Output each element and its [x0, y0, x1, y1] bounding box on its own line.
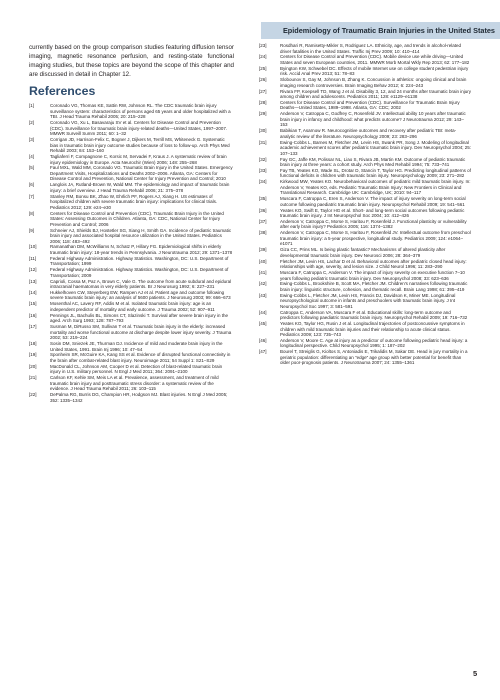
- reference-item: [259, 89, 471, 100]
- reference-text: Tagliaferri F, Compagnone C, Korsic M, Servadei F, Kraus J. A systematic review of brain injury epidemiology in Europe. Acta Neurochir (Wien) 2006; 148: 255–268: [50, 154, 227, 165]
- reference-number: [3]: [29, 137, 35, 143]
- reference-number: [10]: [29, 244, 37, 250]
- reference-number: [19]: [29, 352, 37, 358]
- reference-text: Rosdhari R, Ramisetty-Mikler S, Rodriguez LA. Ethnicity, age, and trends in alcohol-related driver fatalities in the United States. Traffic Inj Prev 2009; 10: 410–414: [280, 43, 461, 54]
- reference-item: [259, 321, 471, 338]
- reference-text: Muscara F, Catroppa C, Eren S, Anderson V. The impact of injury severity on long-term social outcome following paediatric traumatic brain injury. Neuropsychol Rehabil 2009; 19: 541–561: [280, 196, 466, 207]
- reference-text: Fletcher JM, Levin HS, Lachar D et al. Behavioral outcomes after pediatric closed head injury: relationships with age, severity, and lesion size. J Child Neurol 1996; 11: 283–290: [280, 258, 467, 270]
- reference-item: [29, 279, 234, 290]
- reference-item: [259, 338, 471, 349]
- reference-item: [259, 43, 471, 54]
- reference-text: Caprioli, Cossa M, Paz A, Brown C, Vale G. The outcome from acute subdural and epidural intracranial haematomas in very elderly patients. Br J Neurosurg 1992; 6: 227–231: [50, 278, 232, 290]
- reference-number: [46]: [259, 337, 267, 343]
- reference-text: Centers for Disease Control and Prevention (CDC). Traumatic Brain Injury in the United States: Assessing Outcomes in Children. Atlanta, GA: CDC, National Center for Injury Prevention and Control; 2006: [50, 210, 224, 227]
- reference-text: Kirkwood MW, Yeates KO. Neurobehavioral outcomes of pediatric mild traumatic brain injury. In: Anderson V, Yeates KO, eds. Pediatric Traumatic Brain Injury: New Frontiers in Clinical and Translational Research. Cambridge UK: Cambridge, UK; 2010: 94–117: [280, 179, 471, 196]
- reference-number: [17]: [29, 324, 37, 330]
- running-header-title: Epidemiology of Traumatic Brain Injuries in the United States: [282, 26, 495, 35]
- reference-number: [32]: [259, 156, 267, 162]
- reference-number: [31]: [259, 139, 267, 145]
- reference-item: [259, 230, 471, 247]
- reference-item: [259, 310, 471, 321]
- reference-item: [29, 244, 234, 255]
- reference-number: [38]: [259, 230, 267, 236]
- reference-number: [33]: [259, 167, 267, 173]
- reference-number: [35]: [259, 196, 267, 202]
- reference-item: [259, 128, 471, 139]
- reference-number: [4]: [29, 154, 35, 160]
- reference-item: [259, 66, 471, 77]
- reference-item: [29, 301, 234, 312]
- reference-text: Mosenthal AC, Lavery RF, Addis M et al. Isolated traumatic brain injury: age is an independent predictor of mortality and early outcome. J Trauma 2002; 52: 907–911: [50, 301, 215, 312]
- reference-text: Coronado VG, Xu L, Basavaraju SV et al. Centers for Disease Control and Prevention (CDC). Surveillance for traumatic brain injury-related deaths—United States, 1997–2007. MMWR Surveill Summ 2011; 60: 1–32: [50, 120, 228, 137]
- reference-item: [259, 111, 471, 128]
- reference-text: Giza CC, Prins ML. Is being plastic fantastic? Mechanisms of altered plasticity after developmental traumatic brain injury. Dev Neurosci 2006; 28: 364–379: [280, 247, 446, 258]
- reference-text: Faul MXL, Wald MM, Coronado VG. Traumatic Brain Injury in the United States. Emergency Department Visits, Hospitalizations and Deaths 2002–2006. Atlanta, GA: Centers for Disease Control and Prevention, National Center for Injury Prevention and Control; 2010: [50, 165, 233, 182]
- reference-item: [259, 77, 471, 88]
- reference-item: [29, 324, 234, 341]
- reference-item: [29, 103, 234, 120]
- reference-text: Langlois JA, Rutland-Brown W, Wald MM. The epidemiology and impact of traumatic brain injury: a brief overview. J Head Trauma Rehabil 2006; 21: 375–378: [50, 182, 230, 193]
- reference-text: Muscara F, Catroppa C, Anderson V. The impact of injury severity on executive function 7–10 years following pediatric traumatic brain injury. Dev Neuropsychol 2008; 33: 623–636: [280, 270, 465, 281]
- reference-item: [259, 270, 471, 281]
- reference-item: [29, 364, 234, 375]
- reference-text: Federal Highway Administration. Highway Statistics. Washington, DC: U.S. Department of Transportation; 1999: [50, 255, 229, 267]
- reference-number: [25]: [259, 65, 267, 71]
- reference-text: Catroppa C, Anderson VA, Muscara F et al. Educational skills: long-term outcome and predictors following paediatric traumatic brain injury. Neuropsychol Rehabil 2009; 19: 716–732: [280, 309, 468, 321]
- reference-text: Byington KW, Schwebel DC. Effects of mobile Internet use on college student pedestrian injury risk. Accid Anal Prev 2013; 51: 78–83: [280, 65, 469, 77]
- reference-item: [29, 154, 234, 165]
- reference-number: [39]: [259, 247, 267, 253]
- reference-item: [259, 349, 471, 366]
- reference-list-left: [29, 103, 234, 403]
- reference-item: [259, 259, 471, 270]
- reference-item: [29, 182, 234, 193]
- reference-text: Ramanathan DM, McWilliams N, Schatz P, Hillary FG. Epidemiological shifts in elderly traumatic brain injury: 18-year trends in Pennsylvania. J Neurotrauma 2012; 29: 1371–1378: [50, 244, 233, 255]
- reference-number: [6]: [29, 182, 35, 188]
- reference-number: [27]: [259, 88, 267, 94]
- reference-number: [7]: [29, 193, 35, 199]
- reference-text: Pennings JL, Bachulis BL, Simons CT, Slazinski T. Survival after severe brain injury in the aged. Arch Surg 1993; 128: 787–793: [50, 312, 228, 324]
- reference-text: Corrigan JD, Harrison-Felix C, Bogner J, Dijkers M, Terrill MS, Whiteneck G. Systematic bias in traumatic brain injury outcome studies because of loss to follow-up. Arch Phys Med Rehabil 2003; 84: 153–160: [50, 137, 230, 154]
- reference-item: [29, 341, 234, 352]
- reference-number: [20]: [29, 363, 37, 369]
- reference-number: [28]: [259, 99, 267, 105]
- reference-text: Bourel T, Streiglis G, Kioltos S, Antoniadis E, Trikalidis M, Sakar DE. Head in jury mortality in a geriatric population: differentiating an "edge" age group with better potential for benefit than older poor-prognosis patients. J Neurotrauma 2007; 24: 1355–1361: [280, 349, 468, 366]
- reference-item: [29, 375, 234, 392]
- reference-text: Fay GC, Jaffe KM, Polissar NL, Liao S, Rivara JB, Martin KM. Outcome of pediatric traumatic brain injury at three years: a cohort study. Arch Phys Med Rehabil 1994; 75: 733–741: [280, 156, 466, 168]
- reference-number: [42]: [259, 281, 267, 287]
- reference-number: [22]: [29, 392, 37, 398]
- reference-number: [9]: [29, 227, 35, 233]
- reference-text: Babikian T, Asarnow R. Neurocognitive outcomes and recovery after pediatric TBI: meta-analytic review of the literature. Neuropsychology 2009; 23: 283–296: [280, 128, 457, 139]
- reference-number: [44]: [259, 309, 267, 315]
- reference-number: [16]: [29, 312, 37, 318]
- reference-text: Sponheim SR, McGuire KA, Kang SS et al. Evidence of disrupted functional connectivity in the brain after combat-related blast injury. Neuroimage 2011; 54 Suppl 1: S21–S29: [50, 352, 231, 363]
- reference-list-right: [259, 43, 471, 366]
- reference-number: [1]: [29, 103, 35, 109]
- reference-item: [259, 281, 471, 292]
- reference-text: Anderson V, Catroppa C, Morse S, Haritou F, Rosenfeld J. Functional plasticity or vulnerability after early brain injury? Pediatrics 2005; 116: 1374–1382: [280, 218, 467, 230]
- reference-number: [43]: [259, 292, 267, 298]
- reference-item: [259, 157, 471, 168]
- reference-item: [29, 194, 234, 211]
- reference-number: [37]: [259, 218, 267, 224]
- reference-text: Centers for Disease Control and Prevention (CDC). Mobile device use while driving—United States and seven European countries, 2011. MMWR Morb Mortal Wkly Rep 2013; 62: 177–182: [280, 54, 470, 65]
- reference-text: Centers for Disease Control and Prevention (CDC). Surveillance for Traumatic Brain Injury Deaths—United States, 1989–1998. Atlanta, GA: CDC; 2002: [280, 99, 460, 111]
- reference-item: [259, 100, 471, 111]
- reference-text: Federal Highway Administration. Highway Statistics. Washington, DC: U.S. Department of Transportation; 2009: [50, 267, 229, 278]
- reference-text: Anderson V, Catroppa C, Morse S, Haritou F, Rosenfeld JV. Intellectual outcome from preschool traumatic brain injury: a 5-year prospective, longitudinal study. Pediatrics 2009; 124: e1064–e1071: [280, 230, 471, 247]
- reference-number: [14]: [29, 289, 37, 295]
- reference-text: Yeates KO, Taylor HG, Rusin J et al. Longitudinal trajectories of postconcussive symptoms in children with mild traumatic brain injuries and their relationship to acute clinical status. Pediatrics 2009; 123: 735–743: [280, 321, 465, 338]
- reference-item: [29, 267, 234, 278]
- reference-number: [45]: [259, 321, 267, 327]
- reference-text: Hukkelhoven CW, Steyerberg EW, Rampen AJ et al. Patient age and outcome following severe traumatic brain injury: an analysis of 5600 patients. J Neurosurg 2003; 99: 666–673: [50, 289, 231, 301]
- reference-item: [29, 120, 234, 137]
- reference-item: [29, 165, 234, 182]
- reference-item: [29, 392, 234, 403]
- reference-number: [47]: [259, 349, 267, 355]
- reference-number: [18]: [29, 341, 37, 347]
- left-column: [29, 43, 234, 403]
- reference-text: Anderson V, Moore C. Age at injury as a predictor of outcome following pediatric head injury: a longitudinal perspective. Child Neuropsychol 1995; 1: 187–202: [280, 337, 468, 349]
- reference-text: Ewing-Cobbs L, Fletcher JM, Levin HS, Francis DJ, Davidson K, Miner ME. Longitudinal neuropsychological outcome in infants and preschoolers with traumatic brain injury. J Int Neuropsychol Soc 1997; 3: 581–591: [280, 292, 456, 309]
- reference-number: [13]: [29, 278, 37, 284]
- reference-item: [29, 211, 234, 228]
- reference-item: [29, 228, 234, 245]
- reference-item: [259, 293, 471, 310]
- reference-item: [259, 179, 471, 196]
- reference-text: Coronado VG, Thomas KE, Sattin RW, Johnson RL. The CDC traumatic brain injury surveillance system: characteristics of persons aged 65 years and older hospitalized with a TBI. J Head Trauma Rehabil 2005; 20: 215–228: [50, 103, 231, 120]
- reference-number: [29]: [259, 111, 267, 117]
- reference-text: Schneier AJ, Shields BJ, Hostetler SG, Xiang H, Smith GA. Incidence of pediatric traumatic brain injury and associated hospital resource utilization in the United States. Pediatrics 2006; 118: 483–492: [50, 227, 232, 244]
- reference-text: Fay TB, Yeates KO, Wade SL, Drotar D, Stancin T, Taylor HG. Predicting longitudinal patterns of functional deficits in children with traumatic brain injury. Neuropsychology 2009; 23: 271–282: [280, 167, 471, 179]
- reference-item: [29, 313, 234, 324]
- reference-number: [41]: [259, 270, 267, 276]
- reference-item: [29, 137, 234, 154]
- reference-number: [36]: [259, 207, 267, 213]
- reference-item: [259, 168, 471, 179]
- reference-number: [26]: [259, 77, 267, 83]
- reference-text: Yeates KO, Swift E, Taylor HG et al. Short- and long-term social outcomes following pediatric traumatic brain injury. J Int Neuropsychol Soc 2004; 10: 412–426: [280, 207, 465, 219]
- reference-number: [30]: [259, 128, 267, 134]
- reference-text: Carlson KF, Kehle SM, Meis LA et al. Prevalence, assessment, and treatment of mild traumatic brain injury and posttraumatic stress disorder: a systematic review of the evidence. J Head Trauma Rehabil 2011; 26: 103–115: [50, 375, 219, 392]
- reference-item: [259, 247, 471, 258]
- reference-item: [29, 256, 234, 267]
- page-number: 5: [473, 669, 478, 678]
- reference-text: Ewing-Cobbs L, Brookshire B, Scott MA, Fletcher JM. Children's narratives following traumatic brain injury: linguistic structure, cohesion, and thematic recall. Brain Lang 1998; 61: 395–419: [280, 281, 468, 292]
- reference-item: [259, 54, 471, 65]
- reference-number: [15]: [29, 301, 37, 307]
- reference-number: [21]: [29, 375, 37, 381]
- reference-number: [24]: [259, 54, 267, 60]
- reference-text: Stanley RM, Bonsu BK, Zhao W, Ehrlich PF, Rogers AJ, Xiang H. US estimates of hospitalized children with severe traumatic brain injury: implications for clinical trials. Pediatrics 2012; 129: e24–e30: [50, 193, 218, 210]
- reference-text: Susman M, DiRusso SM, Sullivan T et al. Traumatic brain injury in the elderly: increased mortality and worse functional outcome at discharge despite lower injury severity. J Trauma 2002; 53: 219–224: [50, 324, 232, 341]
- reference-number: [8]: [29, 210, 35, 216]
- reference-item: [29, 352, 234, 363]
- references-heading: References: [29, 84, 96, 99]
- reference-item: [259, 196, 471, 207]
- intro-paragraph: currently based on the group comparison studies featuring diffusion tensor imaging, magnetic resonance perfusion, and resting-state functional imaging studies, but these topics are beyond the scope of this chapter and are discussed in detail in Chapter 12.: [29, 44, 234, 79]
- running-header: [261, 22, 500, 39]
- reference-item: [259, 208, 471, 219]
- reference-text: Rivara FP, Koepsell TD, Wang J et al. Disability 3, 12, and 24 months after traumatic brain injury among children and adolescents. Pediatrics 2011; 128: e1129–e1138: [280, 88, 472, 100]
- reference-item: [29, 290, 234, 301]
- reference-text: Ewing-Cobbs L, Barnes M, Fletcher JM, Levin HS, Swank PR, Song J. Modeling of longitudinal academic achievement scores after pediatric traumatic brain injury. Dev Neuropsychol 2004; 25: 107–133: [280, 139, 472, 156]
- reference-number: [11]: [29, 255, 37, 261]
- reference-text: Sosin DM, Sniezek JE, Thurman DJ. Incidence of mild and moderate brain injury in the United States, 1991. Brain Inj 1996; 10: 47–54: [50, 341, 223, 352]
- reference-number: [5]: [29, 165, 35, 171]
- reference-number: [40]: [259, 258, 267, 264]
- reference-text: DePalma RG, Burris DG, Champion HR, Hodgson MJ. Blast injuries. N Engl J Med 2005; 352: 1335–1342: [50, 392, 228, 403]
- reference-number: [23]: [259, 43, 267, 48]
- reference-number: [2]: [29, 120, 35, 126]
- reference-text: Slobounov S, Gay M, Johnson B, Zhang K. Concussion in athletics: ongoing clinical and brain imaging research controversies. Brain Imaging Behav 2012; 6: 224–243: [280, 77, 467, 88]
- reference-item: [259, 140, 471, 157]
- reference-number: [12]: [29, 267, 37, 273]
- right-column: [259, 43, 471, 366]
- reference-item: [259, 219, 471, 230]
- reference-number: [34]: [259, 179, 267, 185]
- reference-text: Anderson V, Catroppa C, Godfrey C, Rosenfeld JV. Intellectual ability 10 years after traumatic brain injury in infancy and childhood: what predicts outcome? J Neurotrauma 2012; 29: 143–153: [280, 111, 466, 128]
- reference-text: MacDonald CL, Johnson AM, Cooper D et al. Detection of blast-related traumatic brain injury in U.S. military personnel. N Engl J Med 2011; 364: 2091–2100: [50, 363, 223, 375]
